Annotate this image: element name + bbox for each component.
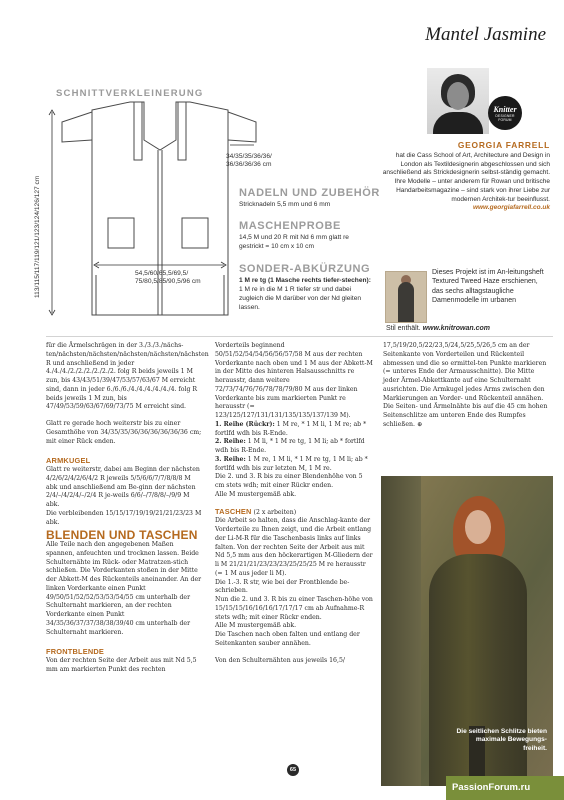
logo-subtext-2: FORUM — [498, 118, 512, 122]
text-column-1 — [46, 342, 209, 675]
paragraph: Alle Teile nach den angegebenen Maßen spannen, anfeuchten und trocknen lassen. Beide Schulternähte im Rück- oder Matratzen-stich schließen. Die Vorderkanten stoßen in der Mitte der Abkett-M des Rückenteils aneinander. An der linken Vorderkante einen Punkt 49/50/51/52/52/53/53/54/55 cm unterhalb der Schulternaht markieren, an der rechten Vorderkante einen Punkt 34/35/36/37/37/38/38/39/40 cm unterhalb der Schulternaht markieren. — [46, 541, 202, 636]
text-column-2 — [215, 342, 373, 665]
paragraph: Alle M mustergemäß abk. — [215, 490, 297, 498]
text-column-3 — [383, 342, 551, 430]
sleeve-measure-line-2: 36/36/36/36 cm — [226, 161, 272, 168]
length-measurement: 113/115/117/119/121/123/124/126/127 cm — [34, 175, 41, 298]
final-text: Die Seiten- und Ärmelnähte bis auf die 45 cm hohen Seitenschlitze am unteren Ende des Rumpfes schließen. — [383, 403, 548, 428]
knitter-designer-forum-logo — [488, 96, 522, 130]
paragraph: Nun die 2. und 3. R bis zu einer Taschen-höhe von 15/15/15/16/16/16/17/17/17 cm ab Aufnahme-R stets wdh; mit einer Rückr enden. — [215, 596, 373, 621]
designer-bio — [380, 152, 550, 213]
abbreviation-desc: 1 M re in die M 1 R tiefer str und dabei zugleich die M darüber von der Nd gleiten lassen. — [239, 286, 362, 311]
paragraph: Alle M mustergemäß abk. — [215, 622, 297, 630]
section-divider — [46, 336, 553, 337]
paragraph: Von den Schulternähten aus jeweils 16,5/ — [215, 656, 345, 664]
width-measure-line-1: 54,5/60/65,5/69,5/ — [135, 270, 189, 277]
row-2-text: 1 M li, * 1 M re tg, 1 M li; ab * fortlfd wdh bis R-Ende. — [215, 438, 365, 454]
page-title: Mantel Jasmine — [425, 24, 546, 45]
paragraph: Von der rechten Seite der Arbeit aus mit Nd 5,5 mm am markierten Punkt des rechten — [46, 657, 197, 673]
book-note: Dieses Projekt ist im An-leitungsheft Textured Tweed Haze erschienen, das sechs alltagstaugliche Damenmodelle im urbanen — [432, 269, 544, 304]
watermark-text: PassionForum.ru — [452, 782, 531, 793]
supplies-text: Stricknadeln 5,5 mm und 6 mm — [239, 201, 331, 208]
width-measure-line-2: 75/80,5/85/90,5/96 cm — [135, 278, 201, 285]
designer-name: GEORGIA FARRELL — [457, 140, 550, 150]
book-note-end: Stil enthält. — [386, 325, 423, 332]
width-measurement — [135, 270, 201, 286]
blenden-taschen-heading: BLENDEN UND TASCHEN — [46, 528, 198, 543]
photo-caption: Die seitlichen Schlitze bieten maximale Bewegungs-freiheit. — [456, 728, 547, 752]
paragraph: Die 1.-3. R str, wie bei der Frontblende be-schrieben. — [215, 578, 350, 595]
logo-subtext-1: DESIGNER — [495, 114, 515, 118]
row-3-label: 3. Reihe: — [215, 455, 246, 463]
paragraph: Die Arbeit so halten, dass die Anschlag-kante der Vorderteile zu Ihnen zeigt, und die Arbeit entlang der Li-M-R für die Taschenbasis links auf links falten. Von der rechten Seite der Arbeit aus mit Nd 5,5 mm aus den höckerartigen M-Gliedern der li M 21/21/21/23/23/23/25/25/25 M re herausstr (= 1 M aus jeder li M). — [215, 517, 373, 577]
paragraph: für die Ärmelschrägen in der 3./3./3./nächs-ten/nächsten/nächsten/nächsten/nächsten/nächsten R und anschließend in jeder 4./4./4./2./2./2./2./2./2. folg R beids jeweils 1 M zun, bis 43/43/51/39/47/53/57/63/67 M erreicht sind, dann in jeder 6./6./6./4./4./4./4./4./4. folg R beids jeweils 1 M zun, bis 47/49/53/59/63/67/69/73/75 M erreicht sind. — [46, 342, 209, 411]
sleeve-measurement — [226, 153, 272, 169]
book-note-continued — [386, 324, 550, 333]
taschen-heading: TASCHEN — [215, 506, 252, 516]
row-1-label: 1. Reihe (Rückr): — [215, 420, 275, 428]
row-2-label: 2. Reihe: — [215, 438, 246, 446]
paragraph: Die Taschen nach oben falten und entlang der Seitenkanten sauber annähen. — [215, 631, 360, 647]
gauge-heading: MASCHENPROBE — [239, 220, 341, 232]
paragraph: Glatt re gerade hoch weiterstr bis zu einer Gesamthöhe von 34/35/35/36/36/36/36/36/36 cm; mit einer Rück enden. — [46, 420, 202, 445]
row-3-text: 1 M re, 1 M li, * 1 M re tg, 1 M li; ab * fortlfd wdh bis zur letzten M, 1 M re. — [215, 455, 368, 472]
abbreviation-text — [239, 276, 374, 312]
paragraph: Vorderteils beginnend 50/51/52/54/54/56/56/57/58 M aus der rechten Vorderkante nach oben und 1 M aus der Abkett-M in der Mitte des hinteren Halsausschnitts re herausstr, dann weitere 72/73/74/76/76/78/78/79/80 M aus der linken Vorderkante bis zum markierten Punkt re herausstr (= 123/125/127/131/131/135/135/137/139 M). — [215, 342, 373, 419]
watermark — [446, 776, 564, 800]
row-1-text: 1 M re, * 1 M li, 1 M re; ab * fortlfd wdh bis R-Ende. — [215, 420, 367, 437]
paragraph: Glatt re weiterstr, dabei am Beginn der nächsten 4/2/6/2/4/2/6/4/2 R jeweils 5/5/6/6/7/7/8/8/8 M abk und anschließend am Be-ginn der nächsten 2/4/–/4/2/4/–/2/4 R je-weils 6/6/–/7/8/8/–/9/9 M abk. — [46, 466, 200, 508]
paragraph-final — [383, 403, 551, 429]
rowan-website-link[interactable]: www.knitrowan.com — [422, 325, 490, 332]
row-1 — [215, 421, 373, 439]
abbreviation-heading: SONDER-ABKÜRZUNG — [239, 263, 371, 275]
sleeve-measure-line-1: 34/35/35/36/36/ — [226, 153, 272, 160]
page-number: 65 — [287, 764, 299, 776]
logo-text: Knitter — [493, 105, 517, 114]
row-2 — [215, 438, 373, 456]
designer-website-link[interactable]: www.georgiafarrell.co.uk — [472, 204, 550, 212]
abbreviation-term: 1 M re tg (1 Masche rechts tiefer-stechen): — [239, 277, 371, 284]
taschen-heading-line — [215, 508, 373, 518]
end-mark-icon: ⊕ — [416, 420, 423, 428]
paragraph: 17,5/19/20,5/22/23,5/24,5/25,5/26,5 cm an der Seitenkante von Vorderteilen und Rückenteil abmessen und die so ermittel-ten Punkte markieren (= unteres Ende der Armausschnitte). Die Mitte jeder Ärmel-Abkettkante auf eine Schulternaht ausrichten. Die Armkugel jedes Arms zwischen den Markierungen an Vorder- und Rückenteil annähen. — [383, 342, 547, 402]
armkugel-heading: ARMKUGEL — [46, 456, 91, 466]
designer-bio-text: hat die Cass School of Art, Architecture and Design in London als Textildesignerin abgeschlossen und sich anschließend als Strickdesignerin selbst-ständig gemacht. Ihre Modelle – unter anderem für Rowan und britische Handarbeitsmagazine – sind stark von ihrer Liebe zur modernen Architek-tur beeinflusst. — [382, 152, 550, 203]
row-3 — [215, 456, 373, 474]
paragraph: Die 2. und 3. R bis zu einer Blendenhöhe von 5 cm stets wdh; mit einer Rückr enden. — [215, 473, 363, 489]
frontblende-heading: FRONTBLENDE — [46, 647, 105, 657]
schematic-heading: SCHNITTVERKLEINERUNG — [56, 88, 204, 99]
supplies-heading: NADELN UND ZUBEHÖR — [239, 187, 380, 199]
book-cover-image — [385, 271, 427, 323]
gauge-text: 14,5 M und 20 R mit Nd 6 mm glatt re gestrickt = 10 cm x 10 cm — [239, 234, 349, 250]
paragraph: Die verbleibenden 15/15/17/19/19/21/21/23/23 M abk. — [46, 509, 202, 526]
taschen-note: (2 x arbeiten) — [251, 508, 297, 516]
designer-photo — [427, 68, 489, 134]
